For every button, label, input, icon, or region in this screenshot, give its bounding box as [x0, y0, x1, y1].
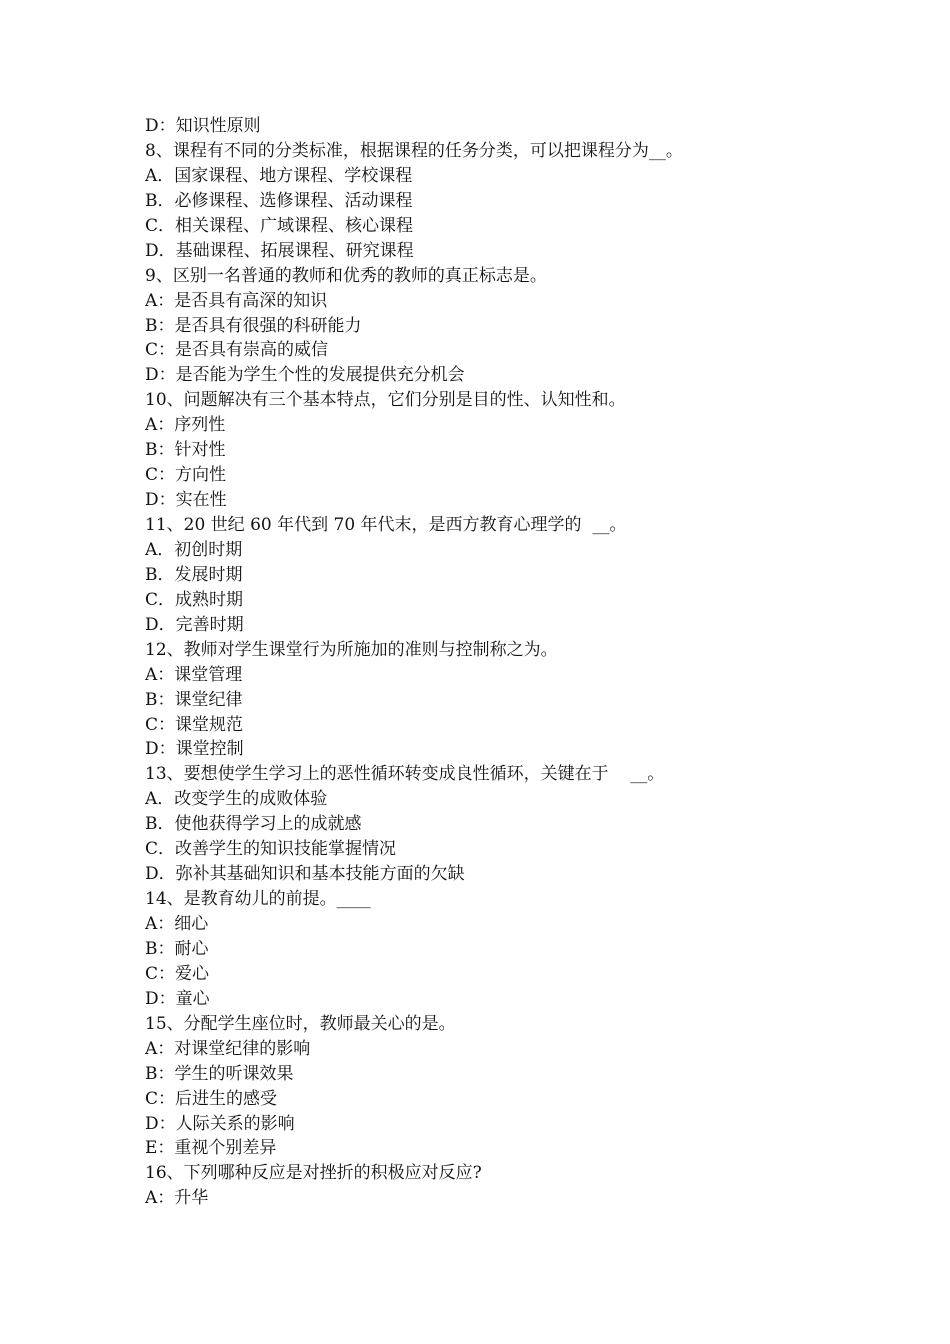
text-line: 10、问题解决有三个基本特点，它们分别是目的性、认知性和。 [145, 390, 626, 411]
text-line: C：后进生的感受 [145, 1088, 278, 1109]
text-line: A：序列性 [145, 415, 226, 436]
text-line: A．国家课程、地方课程、学校课程 [145, 165, 413, 186]
text-line: B．发展时期 [145, 564, 243, 585]
text-line: C．相关课程、广域课程、核心课程 [145, 215, 414, 236]
text-line: B：是否具有很强的科研能力 [145, 315, 362, 336]
text-line: C：爱心 [145, 963, 210, 984]
text-line: 13、要想使学生学习上的恶性循环转变成良性循环，关键在于 __。 [145, 764, 665, 785]
text-line: E：重视个别差异 [145, 1138, 277, 1159]
text-line: A：课堂管理 [145, 664, 243, 685]
text-line: D：实在性 [145, 490, 227, 511]
text-line: D：童心 [145, 988, 210, 1009]
text-line: 8、课程有不同的分类标准，根据课程的任务分类，可以把课程分为__。 [145, 140, 683, 161]
text-line: D．弥补其基础知识和基本技能方面的欠缺 [145, 864, 465, 885]
text-line: D．完善时期 [145, 614, 244, 635]
text-line: D：知识性原则 [145, 116, 261, 136]
text-line: A：对课堂纪律的影响 [145, 1038, 311, 1059]
text-line: 9、区别一名普通的教师和优秀的教师的真正标志是。 [145, 265, 547, 286]
text-line: B：耐心 [145, 938, 209, 959]
text-line: C：方向性 [145, 465, 227, 486]
text-line: B：学生的听课效果 [145, 1063, 294, 1084]
text-line: B．使他获得学习上的成就感 [145, 814, 362, 835]
text-line: 14、是教育幼儿的前提。____ [145, 889, 371, 910]
text-line: A．改变学生的成败体验 [145, 789, 328, 810]
text-line: D：课堂控制 [145, 739, 244, 760]
text-line: 11、20 世纪 60 年代到 70 年代末，是西方教育心理学的 __。 [145, 515, 627, 535]
text-line: C：是否具有崇高的威信 [145, 340, 329, 361]
text-line: B：针对性 [145, 440, 226, 461]
text-line: 16、下列哪种反应是对挫折的积极应对反应? [145, 1163, 482, 1184]
text-line: D．基础课程、拓展课程、研究课程 [145, 240, 414, 261]
text-line: C．成熟时期 [145, 589, 244, 610]
question-list [145, 114, 865, 1211]
text-line: A：是否具有高深的知识 [145, 290, 328, 311]
text-line: D：是否能为学生个性的发展提供充分机会 [145, 365, 465, 386]
text-line: B．必修课程、选修课程、活动课程 [145, 190, 413, 211]
text-line: C：课堂规范 [145, 714, 244, 735]
text-line: 15、分配学生座位时，教师最关心的是。 [145, 1013, 456, 1034]
text-line: 12、教师对学生课堂行为所施加的准则与控制称之为。 [145, 639, 558, 660]
text-line: B：课堂纪律 [145, 689, 243, 710]
text-line: A．初创时期 [145, 539, 243, 560]
text-line: A：升华 [145, 1188, 209, 1209]
text-line: A：细心 [145, 914, 209, 934]
text-line: D：人际关系的影响 [145, 1113, 295, 1134]
text-line: C．改善学生的知识技能掌握情况 [145, 839, 397, 860]
